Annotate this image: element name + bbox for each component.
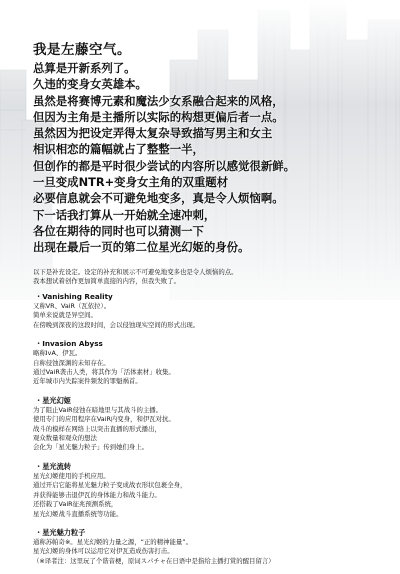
- glossary-entry-invasion-abyss: [33, 338, 373, 387]
- afterword-line: 必要信息就会不可避免地变多，真是令人烦恼啊。: [33, 191, 284, 206]
- glossary-line: 简单来说就是异空间。: [33, 311, 97, 320]
- glossary-term: ・星光流转: [35, 461, 71, 471]
- note-line: 我本想试着创作更加简单直接的内容，但我失败了。: [33, 277, 180, 286]
- glossary-term: ・星光幻姬: [35, 395, 71, 405]
- afterword-line: 总算是开新系列了。: [33, 61, 136, 75]
- glossary-line: 在傍晚到深夜的这段时间，会以侵蚀现实空间的形式出现。: [33, 320, 200, 329]
- glossary-line: 为了阻止VaiR侵蚀在暗地里与其战斗的主播。: [33, 405, 163, 414]
- glossary-line: 观众数量和观众的想法: [33, 434, 97, 443]
- glossary-line: 通称苏帕奇※。星光幻姬的力量之源，“正的精神能量”。: [33, 537, 192, 546]
- glossary-line: 近年城市内失踪案件频发的罪魁祸首。: [33, 377, 142, 386]
- afterword-line: 出现在最后一页的第二位星光幻姬的身份。: [33, 240, 250, 255]
- afterword-line: 下一话我打算从一开始就全速冲刺，: [33, 207, 216, 222]
- glossary-entry-charm-particles: [33, 527, 373, 566]
- glossary-entry-star-phantom: [33, 395, 373, 453]
- glossary-line: 星光幻姬使用的手机应用。: [33, 471, 110, 480]
- afterword-paragraph: [33, 60, 393, 256]
- supplement-note: [33, 268, 373, 286]
- glossary-line: 通过开启它能将星光魅力粒子变成战衣形状包裹全身，: [33, 481, 187, 490]
- glossary-entry-vanishing-reality: [33, 291, 373, 330]
- afterword-line: 但因为主角是主播所以实际的构想更偏后者一点。: [33, 109, 284, 124]
- afterword-line: 但创作的都是平时很少尝试的内容所以感觉很新鲜。: [33, 158, 295, 173]
- afterword-line: 虽然因为把设定弄得太复杂导致描写男主和女主: [33, 126, 273, 141]
- glossary-line: 星光幻姬战斗直播系统等功能。: [33, 509, 123, 518]
- note-line: 以下是补充设定。设定的补充和展示不可避免地变多也是令人烦恼的点。: [33, 268, 238, 276]
- glossary-term: ・星光魅力粒子: [35, 527, 86, 537]
- glossary-line: 会化为「星光魅力粒子」传到她们身上。: [33, 443, 149, 452]
- glossary-line: 自称侵蚀深渊的未知存在。: [33, 358, 110, 367]
- glossary-line: 又称VR、VaiR（瓦依拉）。: [33, 302, 111, 310]
- glossary-line: 战斗的模样在网络上以突击直播的形式播出，: [33, 424, 161, 433]
- glossary-term: ・Invasion Abyss: [35, 339, 103, 349]
- afterword-line: 一旦变成NTR+变身女主角的双重题材: [33, 175, 229, 190]
- glossary-line: 通过VaiR袭击人类，将其作为「活体素材」收集。: [33, 368, 175, 377]
- glossary-line: 略称IvA、伊瓦。: [33, 349, 82, 358]
- glossary-line: 并获得能够击退伊瓦的身体能力和战斗能力。: [33, 490, 161, 499]
- afterword-line: 相识相恋的篇幅就占了整整一半，: [33, 142, 204, 157]
- glossary: [33, 291, 373, 574]
- afterword-line: 各位在期待的同时也可以猜测一下: [33, 223, 204, 238]
- afterword-line: 虽然是将赛博元素和魔法少女系融合起来的风格，: [33, 93, 284, 108]
- glossary-entry-star-stream-app: [33, 461, 373, 519]
- glossary-term: ・Vanishing Reality: [35, 292, 113, 301]
- glossary-line: （※译者注：这里玩了个谐音梗，原词スパチャ在日语中是指给主播打赏的醒目留言）: [33, 556, 275, 565]
- afterword-line: 久违的变身女英雄本。: [33, 77, 147, 92]
- glossary-line: 使用专门的应用程序在VaiR内变身，和伊瓦对抗。: [33, 415, 175, 424]
- author-greeting: 我是左藤空气。: [33, 42, 131, 58]
- glossary-line: 星光幻姬的身体可以运用它对伊瓦造成伤害打击。: [33, 547, 174, 556]
- glossary-line: 还搭载了VaiR征兆预测系统，: [33, 500, 118, 509]
